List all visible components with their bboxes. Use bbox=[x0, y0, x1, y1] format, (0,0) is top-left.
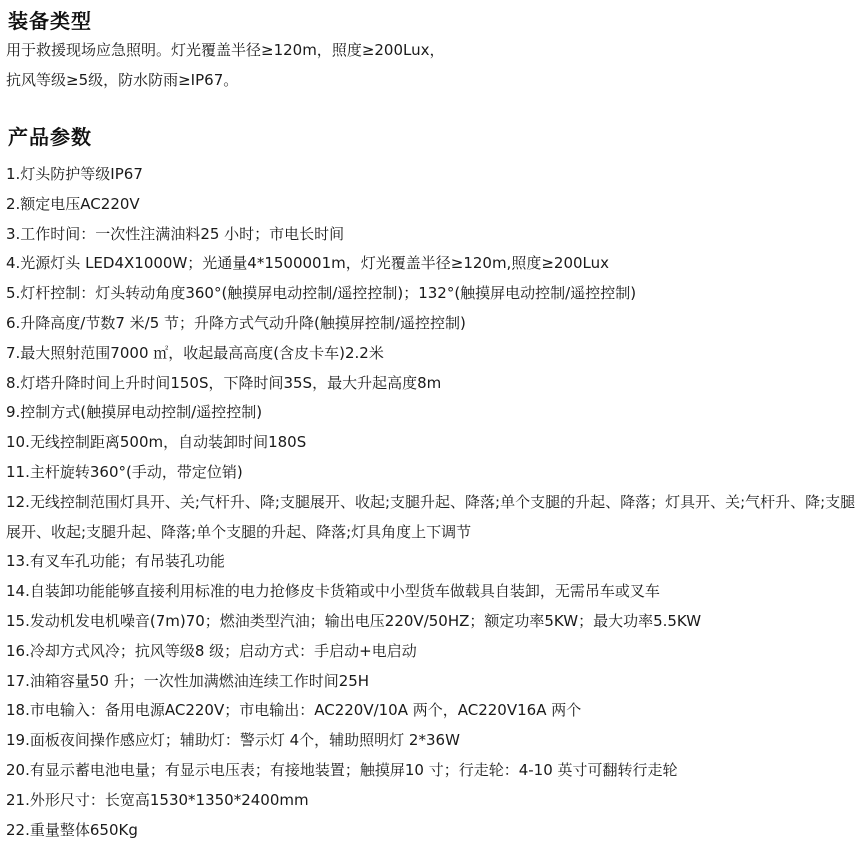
param-item: 5.灯杆控制：灯头转动角度360°(触摸屏电动控制/遥控控制)；132°(触摸屏电动控制/遥控控制) bbox=[6, 284, 637, 303]
param-item: 2.额定电压AC220V bbox=[6, 194, 140, 213]
section-heading-product-params: 产品参数 bbox=[8, 125, 92, 149]
param-item: 14.自装卸功能能够直接利用标准的电力抢修皮卡货箱或中小型货车做载具自装卸，无需吊车或叉车 bbox=[6, 582, 660, 601]
param-item: 11.主杆旋转360°(手动，带定位销) bbox=[6, 462, 243, 481]
param-item: 7.最大照射范围7000 ㎡，收起最高高度(含皮卡车)2.2米 bbox=[6, 343, 384, 362]
param-item: 1.灯头防护等级IP67 bbox=[6, 165, 143, 183]
equipment-type-line-1: 用于救援现场应急照明。灯光覆盖半径≥120m，照度≥200Lux， bbox=[6, 41, 445, 59]
param-item: 12.无线控制范围灯具开、关;气杆升、降;支腿展开、收起;支腿升起、降落;单个支腿的升起、降落；灯具开、关;气杆升、降;支腿展开、收起;支腿升起、降落;单个支腿的升起、降落;灯具角度上下调节 bbox=[6, 492, 856, 541]
param-item: 9.控制方式(触摸屏电动控制/遥控控制) bbox=[6, 403, 263, 422]
param-item: 8.灯塔升降时间上升时间150S，下降时间35S，最大升起高度8m bbox=[6, 373, 442, 392]
param-item: 18.市电输入：备用电源AC220V；市电输出：AC220V/10A 两个，AC220V16A 两个 bbox=[6, 701, 582, 720]
param-item: 4.光源灯头 LED4X1000W；光通量4*1500001m，灯光覆盖半径≥120m,照度≥200Lux bbox=[6, 254, 610, 273]
param-item: 19.面板夜间操作感应灯；辅助灯：警示灯 4个，辅助照明灯 2*36W bbox=[6, 731, 460, 750]
param-item: 17.油箱容量50 升；一次性加满燃油连续工作时间25H bbox=[6, 671, 370, 690]
param-item: 6.升降高度/节数7 米/5 节；升降方式气动升降(触摸屏控制/遥控控制) bbox=[6, 313, 466, 332]
param-item: 13.有叉车孔功能；有吊装孔功能 bbox=[6, 552, 225, 571]
param-item: 20.有显示蓄电池电量；有显示电压表；有接地装置；触摸屏10 寸；行走轮：4-10 英寸可翻转行走轮 bbox=[6, 760, 678, 779]
param-item: 10.无线控制距离500m，自动装卸时间180S bbox=[6, 433, 307, 452]
param-list bbox=[6, 160, 858, 845]
param-item: 21.外形尺寸：长宽高1530*1350*2400mm bbox=[6, 790, 309, 809]
param-item: 22.重量整体650Kg bbox=[6, 820, 138, 839]
equipment-type-line-2: 抗风等级≥5级，防水防雨≥IP67。 bbox=[6, 71, 239, 89]
section-heading-equipment-type: 装备类型 bbox=[8, 9, 92, 33]
param-item: 3.工作时间：一次性注满油料25 小时；市电长时间 bbox=[6, 224, 345, 243]
param-item: 15.发动机发电机噪音(7m)70；燃油类型汽油；输出电压220V/50HZ；额定功率5KW；最大功率5.5KW bbox=[6, 611, 702, 630]
param-item: 16.冷却方式风冷；抗风等级8 级；启动方式：手启动+电启动 bbox=[6, 641, 417, 660]
